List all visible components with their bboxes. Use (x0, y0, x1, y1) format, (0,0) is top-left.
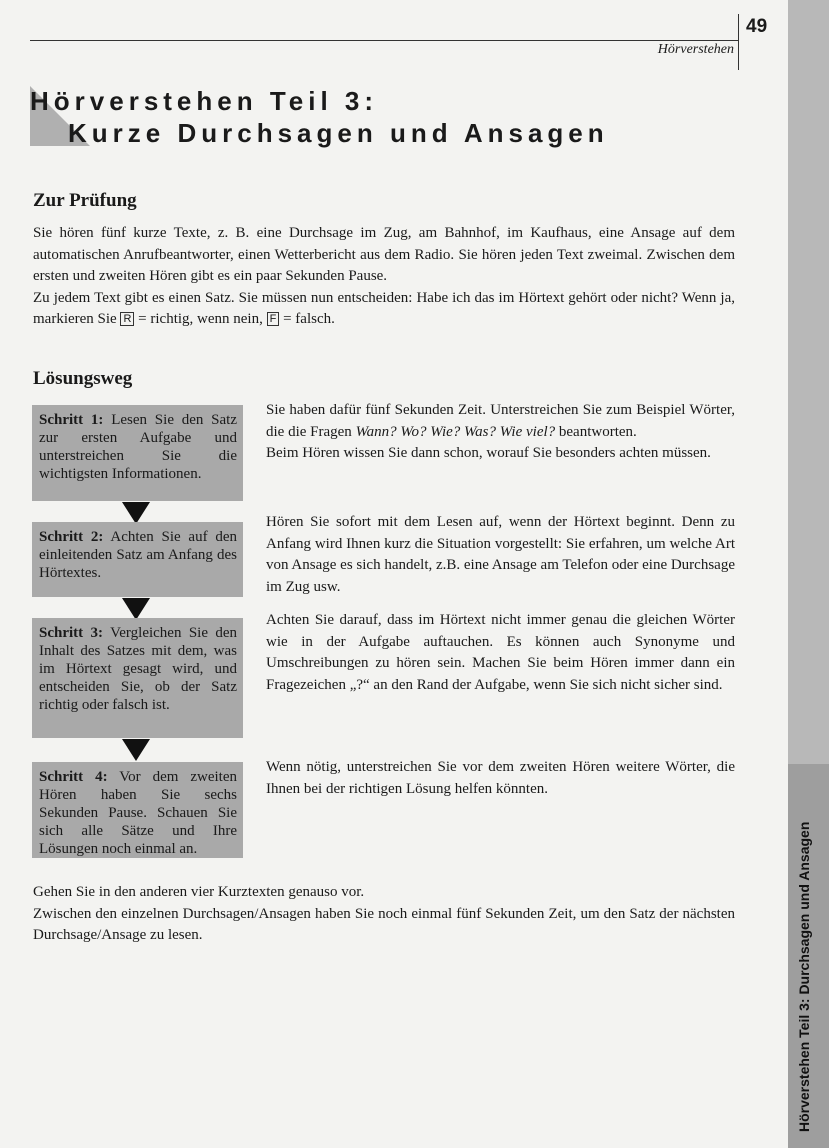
arrow-down-icon (122, 502, 150, 524)
side-tab-label: Hörverstehen Teil 3: Durchsagen und Ansagen (796, 821, 812, 1132)
header-tick (738, 14, 739, 70)
section-heading-loesungsweg: Lösungsweg (33, 368, 133, 389)
step-label-3: Schritt 3: (39, 625, 104, 641)
step-instruction-4: Vor dem zweiten Hören haben Sie sechs Sekunden Pause. Schauen Sie sich alle Sätze und Ihre Lösungen noch einmal an. (39, 769, 237, 857)
arrow-down-icon (122, 598, 150, 620)
pruefung-text-2a: Zu jedem Text gibt es einen Satz. Sie müssen nun entscheiden: Habe ich das im Hörtext gehört oder nicht? Wenn ja, markieren Sie (33, 289, 735, 327)
header-rule (30, 40, 738, 41)
step-label-1: Schritt 1: (39, 412, 104, 428)
running-head: Hörverstehen (657, 42, 734, 57)
step-explanation-3: Achten Sie darauf, dass im Hörtext nicht immer genau die gleichen Wörter wie in der Aufgabe auftauchen. Es können auch Synonyme und Umschreibungen zu hören sein. Machen Sie beim Hören immer dann ein Fragezeichen „?“ an den Rand der Aufgabe, wenn Sie sich nicht sicher sind. (266, 612, 735, 693)
answer-box-r: R (120, 312, 134, 326)
step-box-2 (32, 522, 243, 597)
step-instruction-2: Achten Sie auf den einleitenden Satz am Anfang des Hörtextes. (39, 529, 237, 581)
step-explanation-2: Hören Sie sofort mit dem Lesen auf, wenn der Hörtext beginnt. Denn zu Anfang wird Ihnen kurz die Situation vorgestellt: Sie erfahren, um welche Art von Ansage es sich handelt, z.B. eine Ansage am Telefon oder eine Durchsage im Zug usw. (266, 514, 735, 595)
step-1-text-c: Beim Hören wissen Sie dann schon, worauf Sie besonders achten müssen. (266, 445, 711, 461)
step-box-1 (32, 405, 243, 501)
arrow-down-icon (122, 739, 150, 761)
closing-text-2: Zwischen den einzelnen Durchsagen/Ansagen haben Sie noch einmal fünf Sekunden Zeit, um den Satz der nächsten Durchsage/Ansage zu lesen. (33, 905, 735, 943)
step-box-4 (32, 762, 243, 858)
page-title-line2: Kurze Durchsagen und Ansagen (68, 118, 609, 148)
pruefung-paragraph (33, 223, 735, 331)
step-instruction-1: Lesen Sie den Satz zur ersten Aufgabe und unterstreichen Sie die wichtigsten Informationen. (39, 412, 238, 482)
pruefung-text-2b: = richtig, wenn nein, (138, 311, 263, 327)
step-1-text-b: beantworten. (558, 423, 637, 440)
page-title-line1: Hörverstehen Teil 3: (30, 86, 379, 116)
section-heading-pruefung: Zur Prüfung (33, 190, 137, 211)
closing-paragraph (33, 882, 735, 947)
step-explanation-1 (266, 400, 735, 465)
pruefung-text-2c: = falsch. (283, 311, 335, 327)
step-1-text-a: Sie haben dafür fünf Sekunden Zeit. Unterstreichen Sie zum Beispiel Wörter, die die Fragen (266, 402, 735, 440)
step-label-2: Schritt 2: (39, 529, 104, 545)
closing-text-1: Gehen Sie in den anderen vier Kurztexten genauso vor. (33, 884, 365, 900)
pruefung-text-1: Sie hören fünf kurze Texte, z. B. eine Durchsage im Zug, am Bahnhof, im Kaufhaus, eine Ansage auf dem automatischen Anrufbeantworter, einen Wetterbericht aus dem Radio. Sie hören jeden Text zweimal. Zwischen dem ersten und zweiten Hören gibt es ein paar Sekunden Pause. (33, 225, 735, 284)
step-instruction-3: Vergleichen Sie den Inhalt des Satzes mit dem, was im Hörtext gesagt wird, und entscheiden Sie, ob der Satz richtig oder falsch ist. (39, 625, 238, 713)
step-label-4: Schritt 4: (39, 769, 108, 785)
page-number: 49 (746, 16, 768, 37)
answer-box-f: F (267, 312, 280, 326)
step-1-questions: Wann? Wo? Wie? Was? Wie viel? (355, 423, 556, 440)
step-explanation-4: Wenn nötig, unterstreichen Sie vor dem zweiten Hören weitere Wörter, die Ihnen bei der richtigen Lösung helfen könnten. (266, 759, 735, 797)
step-box-3 (32, 618, 243, 738)
